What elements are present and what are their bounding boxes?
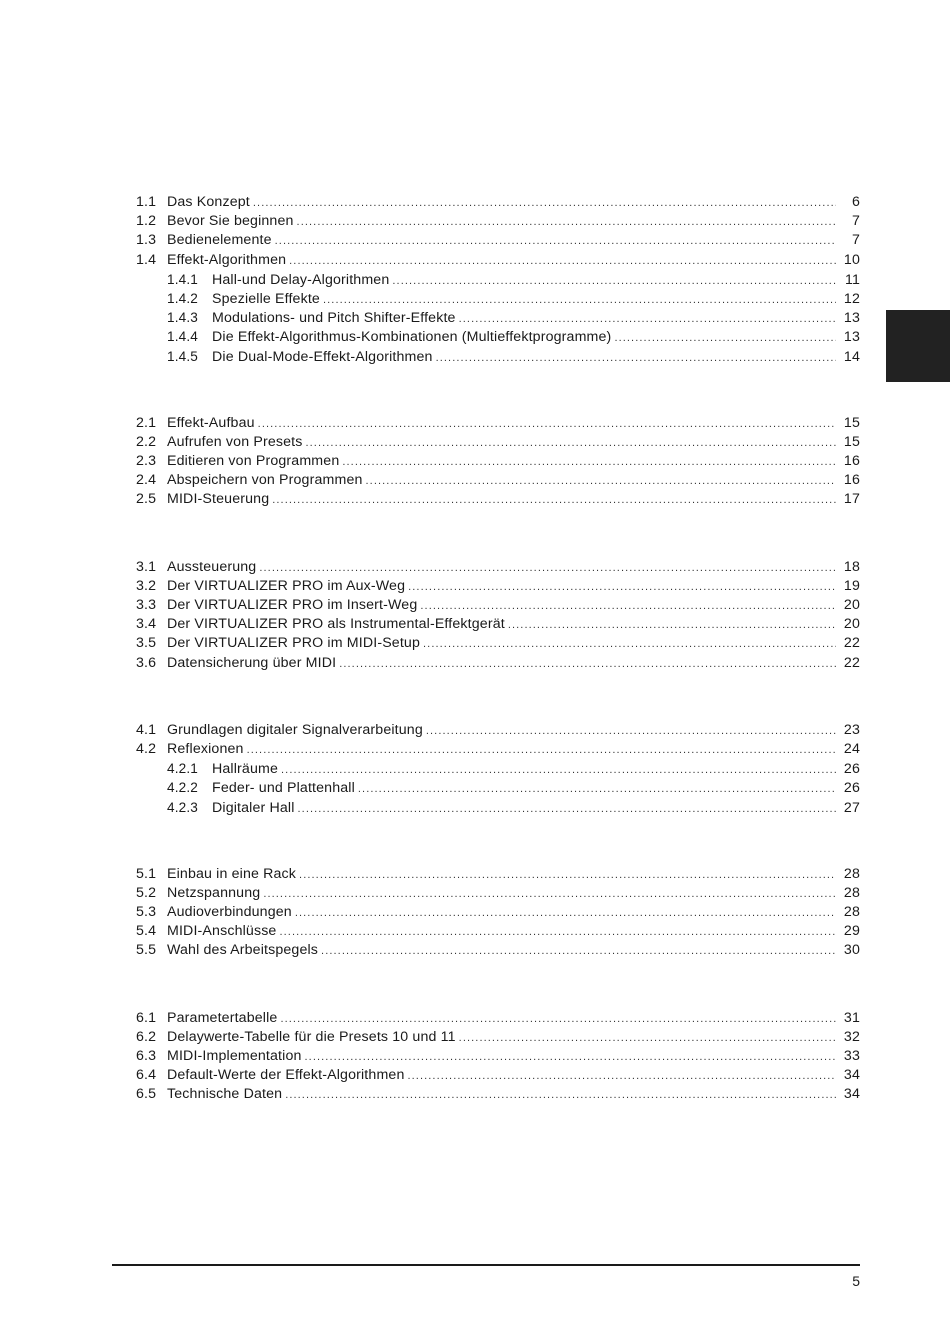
toc-entry-title: Bevor Sie beginnen bbox=[167, 213, 294, 230]
toc-entry-title: Effekt-Aufbau bbox=[167, 414, 255, 431]
toc-leader-dots bbox=[299, 866, 836, 885]
toc-entry[interactable] bbox=[136, 270, 860, 289]
toc-leader-dots bbox=[263, 885, 836, 904]
toc-entry-title: Feder- und Plattenhall bbox=[212, 780, 355, 797]
toc-entry-page: 26 bbox=[843, 780, 860, 797]
toc-entry[interactable] bbox=[136, 289, 860, 308]
toc-entry-page: 26 bbox=[843, 761, 860, 778]
toc-entry[interactable] bbox=[136, 634, 860, 653]
toc-entry[interactable] bbox=[136, 471, 860, 490]
toc-entry-title: Einbau in eine Rack bbox=[167, 865, 297, 882]
toc-entry-title: Der VIRTUALIZER PRO als Instrumental-Effektgerät bbox=[167, 616, 505, 633]
toc-entry-number: 4.2.1 bbox=[167, 761, 198, 777]
toc-entry-title: MIDI-Steuerung bbox=[167, 491, 270, 508]
toc-entry-number: 2.1 bbox=[136, 414, 157, 431]
toc-entry[interactable] bbox=[136, 865, 860, 884]
toc-entry-number: 5.3 bbox=[136, 904, 157, 921]
toc-section bbox=[136, 721, 860, 817]
toc-entry-title: Bedienelemente bbox=[167, 232, 272, 249]
toc-entry-number: 2.4 bbox=[136, 472, 157, 489]
toc-entry[interactable] bbox=[136, 577, 860, 596]
toc-entry-number: 5.5 bbox=[136, 942, 157, 959]
toc-leader-dots bbox=[281, 761, 836, 780]
toc-leader-dots bbox=[259, 559, 836, 578]
toc-entry-page: 33 bbox=[843, 1048, 860, 1064]
toc-entry[interactable] bbox=[136, 558, 860, 577]
toc-leader-dots bbox=[295, 904, 836, 923]
toc-entry-title: MIDI-Anschlüsse bbox=[167, 923, 277, 940]
toc-entry[interactable] bbox=[136, 490, 860, 509]
toc-leader-dots bbox=[392, 272, 836, 291]
toc-entry-number: 4.2.3 bbox=[167, 799, 198, 815]
toc-leader-dots bbox=[426, 722, 836, 741]
toc-entry-title: Hallräume bbox=[212, 761, 279, 778]
toc-entry-number: 1.3 bbox=[136, 232, 157, 249]
toc-leader-dots bbox=[408, 1067, 837, 1086]
toc-entry-title: Abspeichern von Programmen bbox=[167, 472, 363, 489]
toc-leader-dots bbox=[614, 329, 836, 348]
toc-entry-number: 3.1 bbox=[136, 558, 157, 575]
toc-entry-title: Audioverbindungen bbox=[167, 904, 292, 921]
toc-entry[interactable] bbox=[136, 433, 860, 452]
toc-entry-title: Spezielle Effekte bbox=[212, 290, 320, 307]
toc-entry-number: 3.6 bbox=[136, 654, 157, 671]
toc-entry-number: 1.4.2 bbox=[167, 290, 198, 306]
toc-entry[interactable] bbox=[136, 327, 860, 346]
toc-entry[interactable] bbox=[136, 903, 860, 922]
table-of-contents bbox=[136, 193, 860, 1153]
toc-leader-dots bbox=[339, 655, 836, 674]
toc-entry-number: 1.4.5 bbox=[167, 348, 198, 364]
toc-entry-page: 31 bbox=[843, 1009, 860, 1026]
toc-entry-title: Die Effekt-Algorithmus-Kombinationen (Multieffektprogramme) bbox=[212, 329, 612, 346]
toc-entry-number: 6.3 bbox=[136, 1048, 157, 1064]
toc-section bbox=[136, 1009, 860, 1105]
toc-entry[interactable] bbox=[136, 1066, 860, 1085]
toc-entry[interactable] bbox=[136, 1028, 860, 1047]
toc-entry-page: 15 bbox=[843, 414, 860, 431]
toc-entry-number: 3.2 bbox=[136, 577, 157, 594]
toc-entry-title: Aussteuerung bbox=[167, 558, 257, 575]
toc-entry-number: 5.1 bbox=[136, 865, 157, 882]
toc-entry-title: Editieren von Programmen bbox=[167, 453, 340, 470]
toc-leader-dots bbox=[285, 1086, 836, 1105]
toc-entry-page: 13 bbox=[843, 310, 860, 327]
toc-entry[interactable] bbox=[136, 251, 860, 270]
toc-entry-page: 11 bbox=[844, 271, 860, 288]
toc-entry[interactable] bbox=[136, 654, 860, 673]
toc-entry-title: Das Konzept bbox=[167, 194, 250, 210]
toc-entry-page: 16 bbox=[843, 472, 860, 489]
toc-section bbox=[136, 865, 860, 961]
toc-entry-number: 6.2 bbox=[136, 1028, 157, 1045]
toc-leader-dots bbox=[298, 800, 836, 819]
toc-entry-page: 17 bbox=[843, 491, 860, 508]
toc-entry-number: 4.2 bbox=[136, 740, 157, 757]
toc-entry-number: 6.1 bbox=[136, 1009, 157, 1026]
toc-leader-dots bbox=[423, 635, 836, 654]
toc-entry[interactable] bbox=[136, 212, 860, 231]
toc-entry-page: 20 bbox=[843, 597, 860, 613]
toc-entry-page: 7 bbox=[851, 232, 860, 249]
toc-entry-page: 7 bbox=[851, 213, 860, 230]
toc-entry-page: 16 bbox=[843, 453, 860, 470]
toc-entry-number: 2.2 bbox=[136, 433, 157, 450]
toc-entry-title: Delaywerte-Tabelle für die Presets 10 und 11 bbox=[167, 1028, 456, 1045]
toc-entry-number: 4.2.2 bbox=[167, 780, 198, 796]
toc-entry-page: 10 bbox=[843, 251, 860, 268]
toc-leader-dots bbox=[420, 597, 836, 616]
toc-entry-page: 13 bbox=[843, 329, 860, 346]
toc-entry-page: 14 bbox=[843, 348, 860, 365]
toc-leader-dots bbox=[258, 415, 836, 434]
toc-entry-title: Effekt-Algorithmen bbox=[167, 251, 287, 268]
toc-entry-number: 2.3 bbox=[136, 453, 157, 470]
toc-entry-title: Digitaler Hall bbox=[212, 799, 295, 816]
toc-entry[interactable] bbox=[136, 759, 860, 778]
toc-leader-dots bbox=[279, 923, 836, 942]
toc-entry-page: 19 bbox=[843, 577, 860, 594]
toc-entry-number: 4.1 bbox=[136, 721, 157, 738]
toc-entry-title: Default-Werte der Effekt-Algorithmen bbox=[167, 1067, 405, 1084]
toc-entry-title: Grundlagen digitaler Signalverarbeitung bbox=[167, 721, 423, 738]
toc-entry-page: 22 bbox=[843, 654, 860, 671]
toc-entry[interactable] bbox=[136, 740, 860, 759]
toc-entry-page: 15 bbox=[843, 433, 860, 450]
toc-entry-page: 28 bbox=[843, 904, 860, 921]
toc-entry-page: 6 bbox=[851, 194, 860, 210]
toc-entry-title: Der VIRTUALIZER PRO im Insert-Weg bbox=[167, 597, 418, 613]
toc-entry[interactable] bbox=[136, 1009, 860, 1028]
toc-entry-page: 20 bbox=[843, 616, 860, 633]
toc-leader-dots bbox=[408, 578, 836, 597]
toc-entry-page: 28 bbox=[843, 865, 860, 882]
footer-rule bbox=[112, 1264, 860, 1266]
toc-leader-dots bbox=[321, 942, 836, 961]
toc-entry-page: 32 bbox=[843, 1028, 860, 1045]
toc-entry-number: 1.4.4 bbox=[167, 329, 198, 345]
toc-entry[interactable] bbox=[136, 941, 860, 960]
toc-section bbox=[136, 414, 860, 510]
toc-entry-title: Technische Daten bbox=[167, 1086, 283, 1103]
toc-entry-title: Der VIRTUALIZER PRO im Aux-Weg bbox=[167, 577, 406, 594]
toc-entry-page: 12 bbox=[843, 290, 860, 307]
toc-entry-page: 34 bbox=[843, 1067, 860, 1084]
toc-entry[interactable] bbox=[136, 798, 860, 817]
toc-leader-dots bbox=[247, 741, 836, 760]
toc-entry-number: 5.2 bbox=[136, 884, 157, 901]
toc-entry-number: 5.4 bbox=[136, 923, 157, 940]
toc-entry[interactable] bbox=[136, 231, 860, 250]
toc-leader-dots bbox=[358, 780, 836, 799]
toc-entry[interactable] bbox=[136, 615, 860, 634]
toc-entry[interactable] bbox=[136, 193, 860, 212]
toc-entry[interactable] bbox=[136, 308, 860, 327]
toc-entry-number: 1.4.3 bbox=[167, 310, 198, 326]
toc-entry-page: 29 bbox=[843, 923, 860, 940]
toc-section bbox=[136, 558, 860, 673]
toc-leader-dots bbox=[305, 1048, 836, 1067]
toc-entry-title: Der VIRTUALIZER PRO im MIDI-Setup bbox=[167, 635, 421, 652]
toc-leader-dots bbox=[459, 310, 836, 329]
toc-entry[interactable] bbox=[136, 1085, 860, 1104]
toc-entry-title: Netzspannung bbox=[167, 884, 261, 901]
toc-leader-dots bbox=[366, 472, 836, 491]
toc-entry-number: 3.3 bbox=[136, 597, 157, 613]
toc-entry-title: Parametertabelle bbox=[167, 1009, 278, 1026]
toc-entry-number: 6.5 bbox=[136, 1086, 157, 1103]
toc-entry-title: Die Dual-Mode-Effekt-Algorithmen bbox=[212, 348, 433, 365]
toc-entry-number: 1.4 bbox=[136, 251, 157, 268]
toc-leader-dots bbox=[289, 252, 836, 271]
toc-entry-number: 1.1 bbox=[136, 194, 157, 210]
toc-entry-number: 6.4 bbox=[136, 1067, 157, 1084]
toc-entry-title: Modulations- und Pitch Shifter-Effekte bbox=[212, 310, 456, 327]
toc-entry[interactable] bbox=[136, 452, 860, 471]
toc-entry-page: 24 bbox=[843, 740, 860, 757]
toc-leader-dots bbox=[306, 434, 837, 453]
toc-leader-dots bbox=[342, 453, 836, 472]
toc-leader-dots bbox=[508, 616, 836, 635]
toc-leader-dots bbox=[323, 291, 836, 310]
toc-entry-title: Wahl des Arbeitspegels bbox=[167, 942, 319, 959]
toc-section bbox=[136, 193, 860, 366]
toc-entry-number: 3.5 bbox=[136, 635, 157, 652]
toc-entry-number: 1.4.1 bbox=[167, 271, 198, 287]
toc-entry[interactable] bbox=[136, 778, 860, 797]
toc-leader-dots bbox=[459, 1029, 836, 1048]
toc-leader-dots bbox=[272, 491, 836, 510]
toc-leader-dots bbox=[436, 349, 836, 368]
toc-leader-dots bbox=[280, 1010, 836, 1029]
toc-entry[interactable] bbox=[136, 922, 860, 941]
toc-leader-dots bbox=[297, 213, 836, 232]
toc-entry-page: 23 bbox=[843, 721, 860, 738]
toc-entry[interactable] bbox=[136, 1047, 860, 1066]
toc-entry-title: MIDI-Implementation bbox=[167, 1048, 302, 1064]
toc-entry-title: Reflexionen bbox=[167, 740, 244, 757]
toc-entry-page: 22 bbox=[843, 635, 860, 652]
toc-entry-number: 3.4 bbox=[136, 616, 157, 633]
toc-leader-dots bbox=[253, 194, 836, 213]
toc-entry-page: 34 bbox=[843, 1086, 860, 1103]
toc-entry[interactable] bbox=[136, 884, 860, 903]
toc-entry-page: 27 bbox=[843, 799, 860, 816]
toc-entry[interactable] bbox=[136, 347, 860, 366]
toc-entry[interactable] bbox=[136, 596, 860, 615]
toc-entry-number: 1.2 bbox=[136, 213, 157, 230]
toc-entry-page: 18 bbox=[843, 558, 860, 575]
toc-leader-dots bbox=[275, 232, 836, 251]
chapter-tab-marker bbox=[886, 310, 950, 382]
toc-entry-number: 2.5 bbox=[136, 491, 157, 508]
toc-entry[interactable] bbox=[136, 721, 860, 740]
toc-entry-page: 30 bbox=[843, 942, 860, 959]
page-number: 5 bbox=[852, 1273, 860, 1289]
toc-entry-title: Aufrufen von Presets bbox=[167, 433, 303, 450]
toc-entry-page: 28 bbox=[843, 884, 860, 901]
toc-entry[interactable] bbox=[136, 414, 860, 433]
toc-entry-title: Hall-und Delay-Algorithmen bbox=[212, 271, 390, 288]
toc-entry-title: Datensicherung über MIDI bbox=[167, 654, 337, 671]
